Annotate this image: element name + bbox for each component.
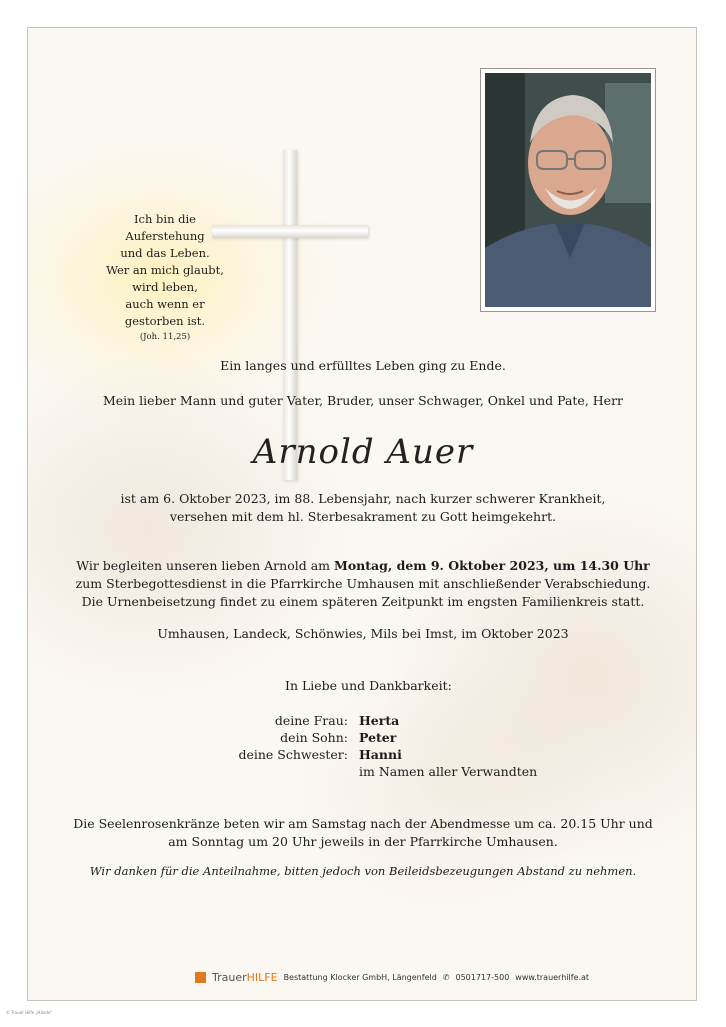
death-line-1: ist am 6. Oktober 2023, im 88. Lebensjahr, nach kurzer schwerer Krankheit, xyxy=(120,491,606,506)
family-closing: im Namen aller Verwandten xyxy=(359,764,538,779)
funeral-line-1 xyxy=(40,557,686,575)
phone-icon: ✆ xyxy=(442,972,450,982)
footer xyxy=(195,970,589,984)
family-relation-1: deine Frau: xyxy=(274,713,348,728)
trauerhilfe-logo-icon xyxy=(195,972,206,983)
quote-reference: (Joh. 11,25) xyxy=(139,332,191,342)
death-line-2: versehen mit dem hl. Sterbesakrament zu Gott heimgekehrt. xyxy=(169,509,557,524)
footer-logo-a: Trauer xyxy=(212,970,247,984)
rosary-info xyxy=(40,815,686,851)
quote-line-2: und das Leben. xyxy=(120,246,210,260)
footer-web[interactable]: www.trauerhilfe.at xyxy=(515,972,590,982)
death-notice xyxy=(40,490,686,526)
deceased-name: Arnold Auer xyxy=(252,432,474,472)
quote-line-4: auch wenn er gestorben ist. xyxy=(124,297,206,328)
family-relation-2: dein Sohn: xyxy=(280,730,348,745)
footer-phone: 0501717-500 xyxy=(455,972,510,982)
rosary-line-1: Die Seelenrosenkränze beten wir am Samstag nach der Abendmesse um ca. 20.15 Uhr und xyxy=(73,816,653,831)
portrait-photo xyxy=(485,73,651,307)
family-name-1: Herta xyxy=(359,713,400,728)
places-date: Umhausen, Landeck, Schönwies, Mils bei Imst, im Oktober 2023 xyxy=(157,626,569,641)
bible-quote xyxy=(95,211,235,344)
footer-logo xyxy=(212,971,278,984)
family-heading: In Liebe und Dankbarkeit: xyxy=(285,678,452,693)
family-name-3: Hanni xyxy=(359,747,402,762)
intro-text: Ein langes und erfülltes Leben ging zu Ende. xyxy=(220,358,506,373)
quote-line-3: Wer an mich glaubt, wird leben, xyxy=(106,263,224,294)
thanks-note: Wir danken für die Anteilnahme, bitten jedoch von Beileidsbezeugungen Abstand zu nehmen. xyxy=(89,864,637,878)
funeral-line-2: zum Sterbegottesdienst in die Pfarrkirche Umhausen mit anschließender Verabschiedung. xyxy=(75,576,651,591)
family-relation-3: deine Schwester: xyxy=(238,747,348,762)
funeral-line-1-text: Wir begleiten unseren lieben Arnold am xyxy=(76,558,334,573)
funeral-line-3: Die Urnenbeisetzung findet zu einem späteren Zeitpunkt im engsten Familienkreis statt. xyxy=(81,594,645,609)
funeral-date: Montag, dem 9. Oktober 2023, um 14.30 Uhr xyxy=(334,558,650,573)
copyright-note: © Trauer Hilfe „Hände" xyxy=(6,1010,53,1015)
family-name-2: Peter xyxy=(359,730,397,745)
footer-company: Bestattung Klocker GmbH, Längenfeld xyxy=(283,972,437,982)
relation-text: Mein lieber Mann und guter Vater, Bruder, unser Schwager, Onkel und Pate, Herr xyxy=(102,393,624,408)
rosary-line-2: am Sonntag um 20 Uhr jeweils in der Pfarrkirche Umhausen. xyxy=(168,834,558,849)
funeral-info xyxy=(40,557,686,611)
footer-logo-b: HILFE xyxy=(246,970,278,984)
quote-line-1: Ich bin die Auferstehung xyxy=(125,212,205,243)
portrait-photo-frame xyxy=(480,68,656,312)
